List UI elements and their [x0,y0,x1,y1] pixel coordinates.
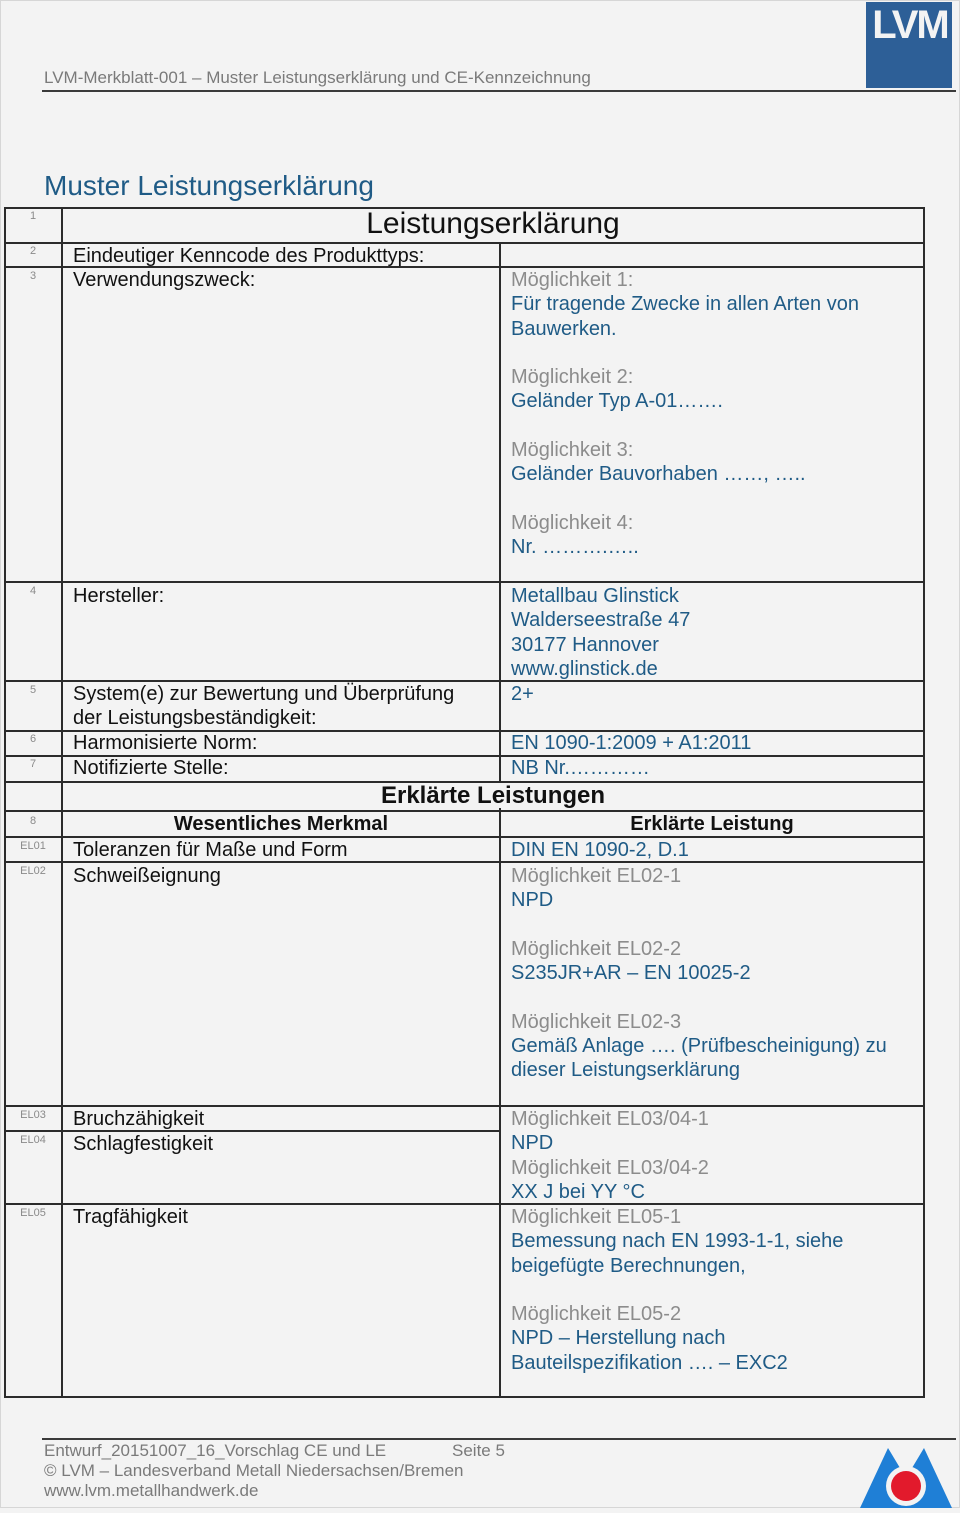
option-label: Möglichkeit EL05-1 [511,1206,682,1228]
option-text: XX J bei YY °C [511,1180,645,1203]
option-label: Möglichkeit EL02-2 [511,937,682,960]
footer-page-number: Seite 5 [452,1441,505,1460]
manufacturer-street: Walderseestraße 47 [511,609,691,632]
feature-el05: Tragfähigkeit [73,1206,188,1228]
option-text: Bemessung nach EN 1993-1-1, siehe [511,1230,844,1253]
label-line: der Leistungsbeständigkeit: [73,707,317,730]
feature-el02: Schweißeignung [73,865,221,887]
lvm-logo [866,2,952,88]
footer-copyright: © LVM – Landesverband Metall Niedersachsen/Bremen [44,1461,464,1480]
option-text: Geländer Bauvorhaben ……, ….. [511,463,806,486]
value-text: NB Nr.………… [511,757,650,779]
column-divider-value-2 [499,808,501,1398]
row-number: 8 [29,815,37,827]
row-sep [4,581,925,583]
label-intended-use: Verwendungszweck: [73,269,256,291]
feature-el04: Schlagfestigkeit [73,1133,214,1155]
option-label: Möglichkeit EL02-1 [511,865,682,887]
table-border-bottom [4,1396,925,1398]
value-notified-body [511,756,650,780]
row-number: 7 [29,758,37,770]
option-label: Möglichkeit EL05-2 [511,1303,682,1326]
value-intended-use [511,268,911,560]
label-line: System(e) zur Bewertung und Überprüfung [73,683,455,705]
manufacturer-name: Metallbau Glinstick [511,585,679,607]
header-divider [42,90,956,92]
row-sep [4,810,925,812]
declaration-table [4,207,925,1398]
column-divider-value [499,242,501,782]
option-label: Möglichkeit 4: [511,511,634,534]
option-text: Für tragende Zwecke in allen Arten von [511,293,859,316]
option-text: Bauwerken. [511,317,617,340]
value-text: 2+ [511,683,534,705]
item-code: EL02 [20,865,46,877]
performance-el03-el04 [511,1107,709,1204]
value-assessment-system [511,682,534,706]
option-text: dieser Leistungserklärung [511,1059,741,1082]
label-product-code: Eindeutiger Kenncode des Produkttyps: [73,245,425,267]
performance-el05 [511,1205,911,1375]
option-label: Möglichkeit 2: [511,366,634,389]
row-number: 1 [29,210,37,222]
option-text: S235JR+AR – EN 10025-2 [511,962,751,985]
option-label: Möglichkeit 1: [511,269,634,291]
item-code: EL04 [20,1134,46,1146]
label-harmonised-standard: Harmonisierte Norm: [73,732,258,754]
manufacturer-city: 30177 Hannover [511,633,659,656]
table-border-left [4,207,6,1398]
option-label: Möglichkeit EL03/04-1 [511,1108,709,1130]
feature-el01: Toleranzen für Maße und Form [73,839,348,861]
option-text: beigefügte Berechnungen, [511,1254,746,1277]
label-manufacturer: Hersteller: [73,585,165,607]
item-code: EL01 [20,840,46,852]
option-text: NPD [511,1132,554,1155]
performance-el02 [511,864,916,1083]
row-number: 3 [29,270,37,282]
value-text: DIN EN 1090-2, D.1 [511,839,689,861]
option-text: Geländer Typ A-01……. [511,390,723,413]
row-number: 4 [29,585,37,597]
option-text: Gemäß Anlage …. (Prüfbescheinigung) zu [511,1035,887,1058]
label-notified-body: Notifizierte Stelle: [73,757,229,779]
value-text: EN 1090-1:2009 + A1:2011 [511,732,752,754]
row-number: 5 [29,684,37,696]
column-header-feature: Wesentliches Merkmal [173,813,389,835]
option-text: NPD [511,889,554,912]
footer-divider [42,1438,956,1440]
label-assessment-system [73,682,454,731]
section-title: Muster Leistungserklärung [44,170,374,201]
item-code: EL03 [20,1109,46,1121]
option-label: Möglichkeit EL03/04-2 [511,1156,709,1179]
lvm-m-logo-icon [858,1440,954,1508]
item-code: EL05 [20,1207,46,1219]
table-border-right [923,207,925,1398]
lvm-logo-text: LVM [872,3,948,47]
option-text: NPD – Herstellung nach [511,1327,726,1350]
feature-el03: Bruchzähigkeit [73,1108,205,1130]
footer-website: www.lvm.metallhandwerk.de [44,1481,259,1500]
manufacturer-website: www.glinstick.de [511,657,658,680]
value-manufacturer [511,584,690,681]
option-label: Möglichkeit EL02-3 [511,1010,682,1033]
header-title: LVM-Merkblatt-001 – Muster Leistungserklärung und CE-Kennzeichnung [44,68,591,87]
row-number: 2 [29,245,37,257]
option-text: Nr. ……….….. [511,536,639,559]
footer-draft-name: Entwurf_20151007_16_Vorschlag CE und LE [44,1441,387,1460]
value-harmonised-standard [511,731,751,755]
option-label: Möglichkeit 3: [511,439,634,462]
table-title: Leistungserklärung [366,207,620,240]
row-number: 6 [29,733,37,745]
performance-el01 [511,838,689,862]
column-header-performance: Erklärte Leistung [630,813,794,835]
option-text: Bauteilspezifikation …. – EXC2 [511,1351,788,1374]
performance-title: Erklärte Leistungen [380,782,606,809]
